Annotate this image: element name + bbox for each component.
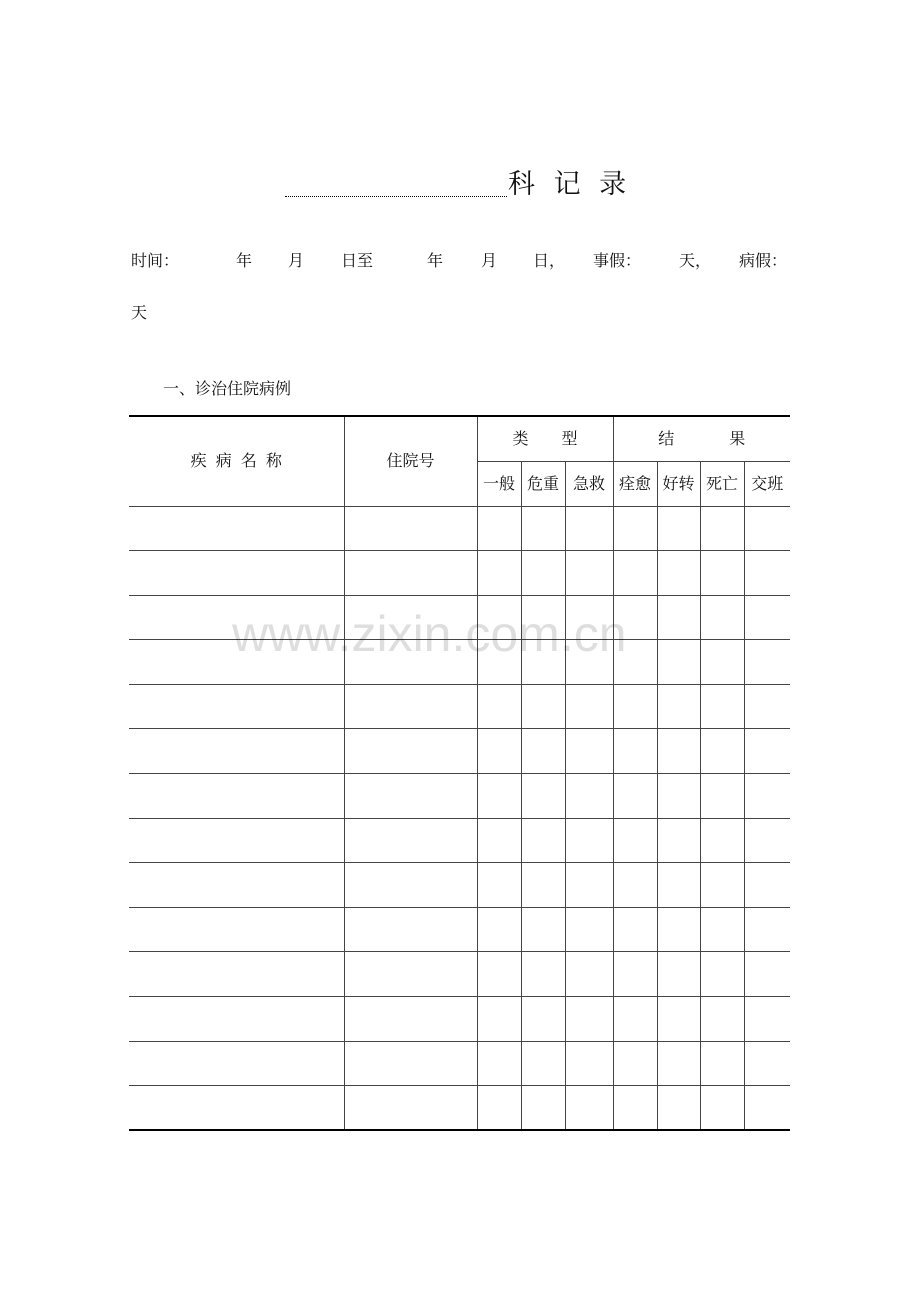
table-cell: [129, 863, 344, 908]
table-cell: [344, 863, 477, 908]
table-row: [129, 684, 790, 729]
table-cell: [521, 907, 565, 952]
table-cell: [657, 729, 700, 774]
table-cell: [613, 774, 657, 819]
day-end-label: 日，: [533, 251, 566, 270]
sick-leave-days-label: 天: [131, 303, 148, 322]
page-title: 科 记 录: [508, 169, 632, 200]
table-row: [129, 774, 790, 819]
table-cell: [129, 818, 344, 863]
table-cell: [613, 997, 657, 1042]
table-cell: [613, 729, 657, 774]
table-cell: [129, 729, 344, 774]
personal-leave-days-label: 天，: [679, 251, 712, 270]
table-cell: [700, 1086, 744, 1131]
table-cell: [700, 907, 744, 952]
table-cell: [565, 729, 613, 774]
table-cell: [700, 684, 744, 729]
table-cell: [521, 1041, 565, 1086]
table-cell: [744, 774, 790, 819]
sick-leave-label: 病假：: [739, 251, 788, 270]
table-cell: [657, 997, 700, 1042]
table-row: [129, 952, 790, 997]
table-cell: [521, 997, 565, 1042]
header-result-improved: 好转: [657, 461, 700, 506]
table-cell: [700, 863, 744, 908]
table-cell: [477, 551, 521, 596]
table-cell: [700, 818, 744, 863]
header-result-group: 结 果: [613, 416, 790, 461]
table-cell: [565, 1041, 613, 1086]
table-cell: [565, 640, 613, 685]
section-heading: 一、诊治住院病例: [163, 379, 292, 398]
table-cell: [657, 684, 700, 729]
table-cell: [344, 1086, 477, 1131]
header-result-handover: 交班: [744, 461, 790, 506]
table-cell: [344, 729, 477, 774]
table-cell: [700, 997, 744, 1042]
table-cell: [565, 506, 613, 551]
table-cell: [613, 863, 657, 908]
table-cell: [565, 818, 613, 863]
table-cell: [344, 684, 477, 729]
table-cell: [657, 907, 700, 952]
table-cell: [344, 595, 477, 640]
table-cell: [129, 952, 344, 997]
header-type-group: 类 型: [477, 416, 613, 461]
table-cell: [477, 997, 521, 1042]
table-cell: [521, 774, 565, 819]
table-cell: [744, 907, 790, 952]
table-header-row: [129, 416, 790, 461]
table-cell: [344, 1041, 477, 1086]
table-cell: [744, 595, 790, 640]
table-cell: [477, 1041, 521, 1086]
table-cell: [477, 729, 521, 774]
table-cell: [477, 818, 521, 863]
header-result-died: 死亡: [700, 461, 744, 506]
table-cell: [521, 506, 565, 551]
table-cell: [344, 506, 477, 551]
table-cell: [521, 863, 565, 908]
table-cell: [477, 774, 521, 819]
table-cell: [565, 684, 613, 729]
table-cell: [129, 774, 344, 819]
table-cell: [521, 640, 565, 685]
table-cell: [613, 506, 657, 551]
table-cell: [700, 952, 744, 997]
table-cell: [657, 863, 700, 908]
table-cell: [744, 1041, 790, 1086]
table-cell: [700, 729, 744, 774]
table-body: [129, 506, 790, 1130]
table-cell: [613, 952, 657, 997]
table-row: [129, 729, 790, 774]
table-cell: [344, 640, 477, 685]
table-cell: [700, 774, 744, 819]
table-cell: [613, 1041, 657, 1086]
table-cell: [700, 551, 744, 596]
table-cell: [477, 640, 521, 685]
table-row: [129, 640, 790, 685]
table-cell: [129, 907, 344, 952]
header-disease-name: 疾 病 名 称: [129, 416, 344, 506]
table-cell: [477, 684, 521, 729]
header-admission-number: 住院号: [344, 416, 477, 506]
table-cell: [613, 551, 657, 596]
table-cell: [129, 595, 344, 640]
header-type-emergency: 急救: [565, 461, 613, 506]
watermark: www.zixin.com.cn: [232, 606, 627, 662]
table-cell: [565, 952, 613, 997]
table-cell: [129, 684, 344, 729]
table-cell: [744, 863, 790, 908]
table-cell: [657, 1041, 700, 1086]
table-row: [129, 818, 790, 863]
table-cell: [744, 1086, 790, 1131]
table-cell: [344, 774, 477, 819]
month-start-label: 月: [288, 251, 305, 270]
day-to-label: 日至: [341, 251, 374, 270]
month-end-label: 月: [481, 251, 498, 270]
table-row: [129, 595, 790, 640]
table-cell: [477, 595, 521, 640]
header-type-general: 一般: [477, 461, 521, 506]
table-cell: [565, 595, 613, 640]
table-cell: [657, 774, 700, 819]
table-cell: [744, 997, 790, 1042]
table-row: [129, 1041, 790, 1086]
table-cell: [613, 907, 657, 952]
table-cell: [521, 1086, 565, 1131]
table-row: [129, 1086, 790, 1131]
table-cell: [744, 952, 790, 997]
table-cell: [744, 506, 790, 551]
table-cell: [565, 774, 613, 819]
table-cell: [613, 684, 657, 729]
table-cell: [744, 551, 790, 596]
table-cell: [657, 952, 700, 997]
time-label: 时间：: [131, 251, 180, 270]
table-cell: [613, 595, 657, 640]
table-row: [129, 997, 790, 1042]
table-cell: [129, 551, 344, 596]
table-cell: [521, 818, 565, 863]
table-row: [129, 551, 790, 596]
table-cell: [521, 595, 565, 640]
table-cell: [565, 551, 613, 596]
table-cell: [344, 997, 477, 1042]
table-cell: [129, 506, 344, 551]
table-cell: [565, 907, 613, 952]
header-result-cured: 痊愈: [613, 461, 657, 506]
table-cell: [129, 997, 344, 1042]
table-cell: [657, 551, 700, 596]
personal-leave-label: 事假：: [593, 251, 642, 270]
table-cell: [521, 684, 565, 729]
table-cell: [344, 952, 477, 997]
table-cell: [477, 952, 521, 997]
year-start-label: 年: [236, 251, 253, 270]
table-cell: [565, 997, 613, 1042]
table-cell: [744, 729, 790, 774]
table-cell: [657, 818, 700, 863]
table-cell: [521, 729, 565, 774]
table-cell: [477, 863, 521, 908]
table-cell: [700, 506, 744, 551]
inpatient-cases-table: [129, 415, 790, 1131]
table-cell: [344, 818, 477, 863]
year-end-label: 年: [427, 251, 444, 270]
table-cell: [477, 907, 521, 952]
table-cell: [700, 595, 744, 640]
table-row: [129, 863, 790, 908]
table-cell: [344, 551, 477, 596]
table-cell: [744, 640, 790, 685]
table-cell: [613, 818, 657, 863]
table-cell: [657, 506, 700, 551]
table-cell: [565, 863, 613, 908]
table-cell: [744, 818, 790, 863]
table-cell: [565, 1086, 613, 1131]
table-cell: [744, 684, 790, 729]
table-cell: [521, 952, 565, 997]
table-cell: [700, 640, 744, 685]
table-cell: [129, 1086, 344, 1131]
table-cell: [657, 640, 700, 685]
table-cell: [700, 1041, 744, 1086]
table-cell: [657, 595, 700, 640]
table-cell: [129, 1041, 344, 1086]
table-cell: [477, 1086, 521, 1131]
table-cell: [477, 506, 521, 551]
department-name-blank: [285, 196, 507, 197]
header-type-critical: 危重: [521, 461, 565, 506]
table-cell: [657, 1086, 700, 1131]
table-row: [129, 506, 790, 551]
table-cell: [344, 907, 477, 952]
table-cell: [613, 1086, 657, 1131]
table-cell: [521, 551, 565, 596]
table-cell: [129, 640, 344, 685]
table-row: [129, 907, 790, 952]
table-cell: [613, 640, 657, 685]
